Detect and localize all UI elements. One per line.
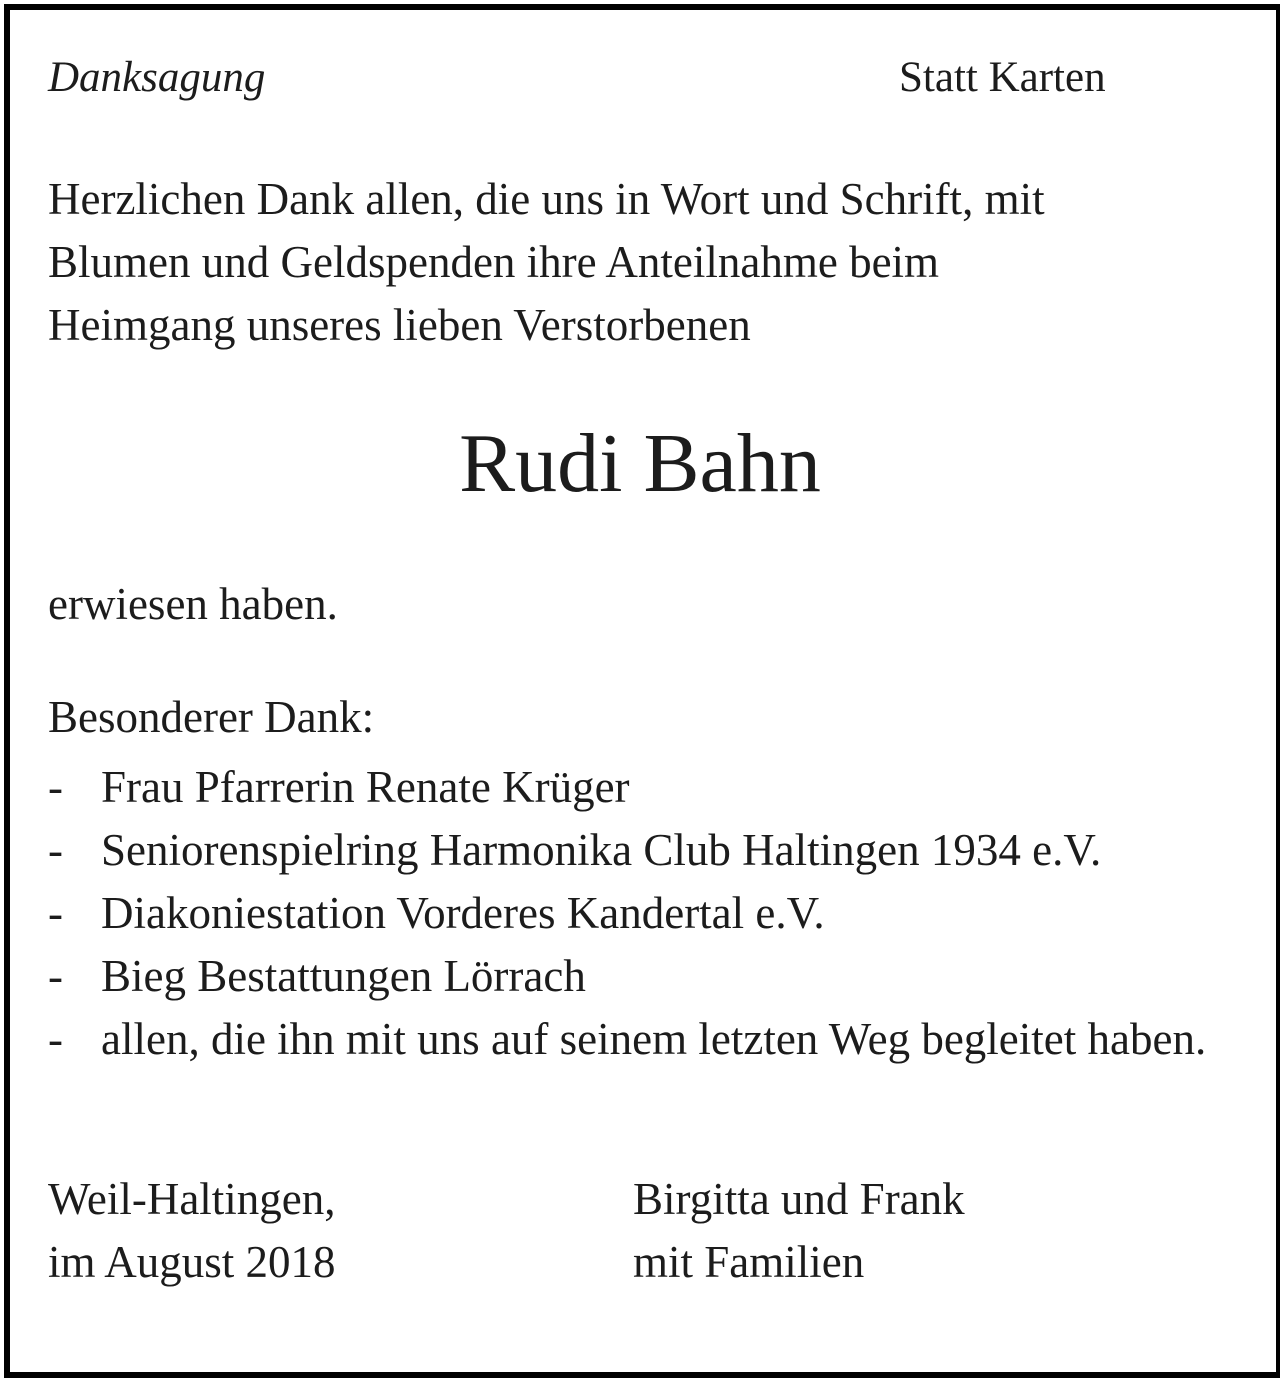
place-line: Weil-Haltingen, — [48, 1174, 336, 1224]
special-thanks-title: Besonderer Dank: — [48, 692, 375, 742]
dash-bullet: - — [48, 951, 63, 1001]
special-thanks-list — [48, 756, 1228, 1071]
intro-paragraph — [48, 168, 1228, 357]
closing-text: erwiesen haben. — [48, 579, 338, 629]
statt-karten-label: Statt Karten — [899, 54, 1106, 101]
intro-line: Herzlichen Dank allen, die uns in Wort und Schrift, mit — [48, 174, 1045, 224]
deceased-name: Rudi Bahn — [459, 417, 821, 510]
thanks-item — [48, 756, 1228, 819]
dash-bullet: - — [48, 1014, 63, 1064]
dash-bullet: - — [48, 762, 63, 812]
dash-bullet: - — [48, 888, 63, 938]
notice-heading: Danksagung — [48, 54, 266, 101]
thanks-item-text: Bieg Bestattungen Lörrach — [101, 951, 586, 1001]
intro-line: Heimgang unseres lieben Verstorbenen — [48, 300, 751, 350]
thanks-item — [48, 1008, 1228, 1071]
thanks-item-text: allen, die ihn mit uns auf seinem letzten Weg begleitet haben. — [101, 1014, 1207, 1064]
thanks-item-text: Frau Pfarrerin Renate Krüger — [101, 762, 630, 812]
dash-bullet: - — [48, 825, 63, 875]
thanks-item — [48, 945, 1228, 1008]
intro-line: Blumen und Geldspenden ihre Anteilnahme beim — [48, 237, 940, 287]
signature-families: mit Familien — [633, 1237, 865, 1287]
signature — [633, 1168, 965, 1294]
place-date — [48, 1168, 336, 1294]
date-line: im August 2018 — [48, 1237, 336, 1287]
thanks-item — [48, 882, 1228, 945]
thanks-item-text: Seniorenspielring Harmonika Club Haltingen 1934 e.V. — [101, 825, 1102, 875]
thanks-item-text: Diakoniestation Vorderes Kandertal e.V. — [101, 888, 825, 938]
signature-names: Birgitta und Frank — [633, 1174, 965, 1224]
thanks-item — [48, 819, 1228, 882]
